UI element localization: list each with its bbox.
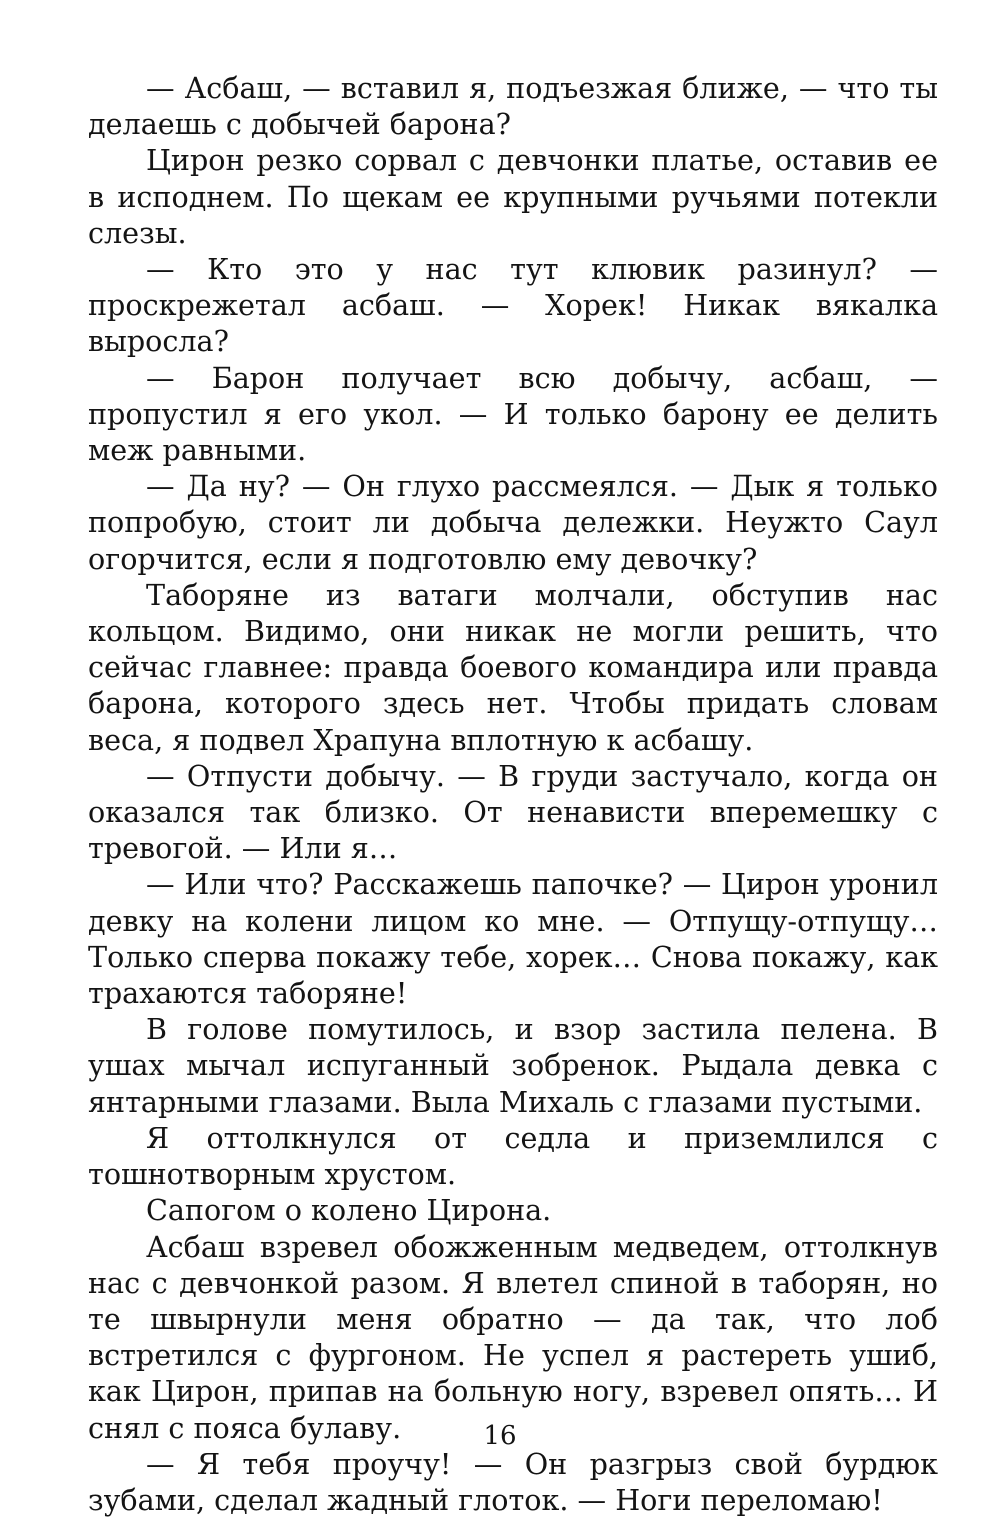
paragraph: — Отпусти добычу. — В груди застучало, когда он оказался так близко. От ненависти вперемешку с тревогой. — Или я…	[88, 758, 938, 866]
paragraph: Сапогом о колено Цирона.	[146, 1193, 552, 1228]
page-number: 16	[483, 1421, 517, 1451]
paragraph: — Асбаш, — вставил я, подъезжая ближе, — что ты делаешь с добычей барона?	[88, 71, 938, 142]
paragraph: — Барон получает всю добычу, асбаш, — пропустил я его укол. — И только барону ее делить меж равными.	[88, 360, 938, 468]
paragraph: Асбаш взревел обожженным медведем, оттолкнув нас с девчонкой разом. Я влетел спиной в таборян, но те швырнули меня обратно — да так, что лоб встретился с фургоном. Не успел я растереть ушиб, как Цирон, припав на больную ногу, взревел опять… И снял с пояса булаву.	[88, 1229, 938, 1445]
paragraph: Цирон резко сорвал с девчонки платье, оставив ее в исподнем. По щекам ее крупными ручьями потекли слезы.	[88, 143, 938, 250]
book-page-text	[88, 70, 938, 1518]
paragraph: — Да ну? — Он глухо рассмеялся. — Дык я только попробую, стоит ли добыча дележки. Неужто Саул огорчится, если я подготовлю ему девочку?	[88, 469, 938, 576]
paragraph: Таборяне из ватаги молчали, обступив нас кольцом. Видимо, они никак не могли решить, что сейчас главнее: правда боевого командира или правда барона, которого здесь нет. Чтобы придать словам веса, я подвел Храпуна вплотную к асбашу.	[88, 577, 938, 757]
paragraph: Я оттолкнулся от седла и приземлился с тошнотворным хрустом.	[88, 1120, 938, 1192]
paragraph: В голове помутилось, и взор застила пелена. В ушах мычал испуганный зобренок. Рыдала девка с янтарными глазами. Выла Михаль с глазами пустыми.	[88, 1012, 938, 1119]
paragraph: — Или что? Расскажешь папочке? — Цирон уронил девку на колени лицом ко мне. — Отпущу-отпущу… Только сперва покажу тебе, хорек… Снова покажу, как трахаются таборяне!	[88, 867, 938, 1011]
paragraph: — Кто это у нас тут клювик разинул? — проскрежетал асбаш. — Хорек! Никак вякалка выросла?	[88, 252, 938, 359]
paragraph: — Я тебя проучу! — Он разгрыз свой бурдюк зубами, сделал жадный глоток. — Ноги переломаю!	[88, 1446, 938, 1517]
